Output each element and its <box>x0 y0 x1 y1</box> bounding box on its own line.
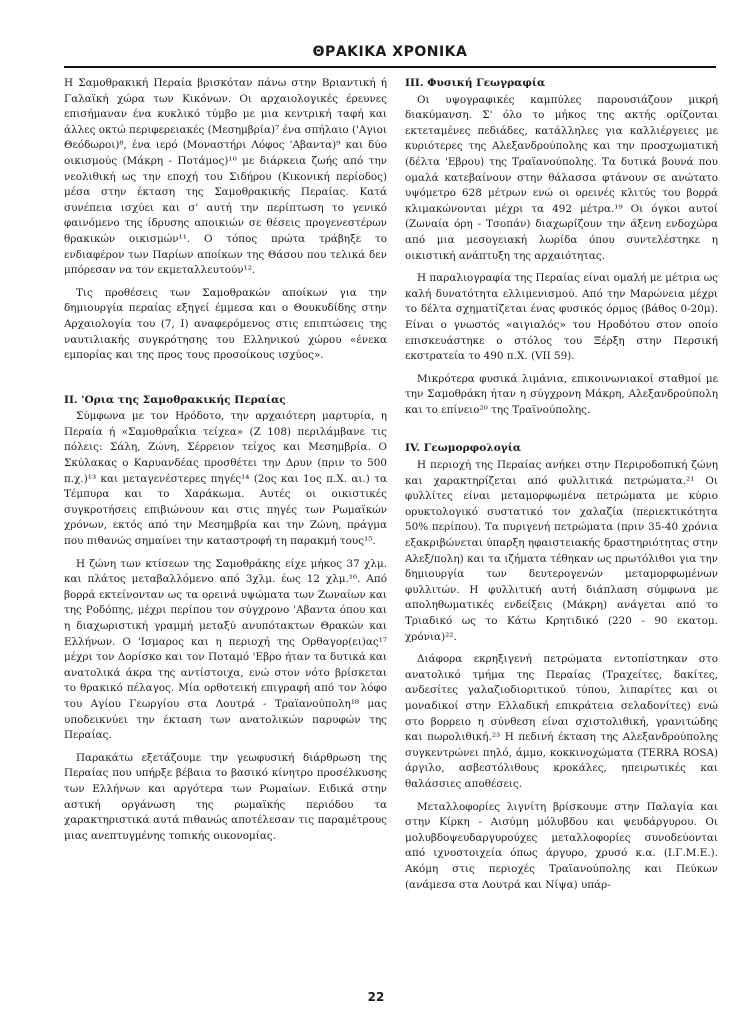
section-heading: IV. Γεωμορφολογία <box>405 442 522 455</box>
header-rule <box>64 66 716 68</box>
paragraph: Διάφορα εκρηξιγενή πετρώματα εντοπίστηκαν στο ανατολικό τμήμα της Περαίας (Τραχείτες, δακίτες, ανδεσίτες γαλαζιοδιοριτικού τύπου, λιπαρίτες και οι μοναδικοί στην Ελλαδική επικράτεια σελαδονίτες) ενώ στο βορρειο η σύνθεση είναι σχιστολιθική, γρανιτώδης και πωρολιθική.²³ Η πεδινή έκταση της Αλεξανδρούπολης συγκεντρώνει πηλό, άμμο, κοκκινοχώματα (TERRA ROSA) άργιλο, ασβεστόλιθους κροκάλες, ηπειρωτικές και θαλάσσιες αποθέσεις. <box>405 653 718 790</box>
paragraph: Μεταλλοφορίες λιγνίτη βρίσκουμε στην Παλαγία και στην Κίρκη - Αισύμη μόλυβδου και ψευδάργυρου. Οι μολυβδοψευδαργυρούχες μεταλλοφορίες συνοδεύονται από ιχνοστοιχεία όπως άργυρο, χρυσό κ.α. (Ι.Γ.Μ.Ε.). Ακόμη στις περιοχές Τραϊανούπολης και Πεύκων (ανάμεσα στα Λουτρά και Νίψα) υπάρ- <box>405 800 718 891</box>
page-number: 22 <box>367 990 385 1004</box>
paragraph: Μικρότερα φυσικά λιμάνια, επικοινωνιακοί σταθμοί με την Σαμοθράκη ήταν η σύγχρονη Μάκρη, Αλεξανδρούπολη και το επίνειο²⁰ της Τραϊνούπολης. <box>405 372 718 416</box>
paragraph: Η ζώνη των κτίσεων της Σαμοθράκης είχε μήκος 37 χλμ. και πλάτος μεταβαλλόμενο από 3χλμ. έως 12 χλμ.¹⁶. Από βορρά εκτείνονταν ως τα ορεινά υψώματα των Ζωναίων και της Ροδόπης, μέχρι περίπου τον σύγχρονο 'Αβαντα όπου και η διαχωριστική γραμμή μεταξύ ανυπότακτων Θρακών και Ελλήνων. Ο 'Ισμαρος και η περιοχή της Ορθαγορ(ει)ας¹⁷ μέχρι τον Δορίσκο και τον Ποταμό 'Εβρο ήταν τα δυτικά και ανατολικά άκρα της αντίστοιχα, ενώ στον νότο βρίσκεται το θρακικό πέλαγος. Μία ορθοτεική επιγραφή από τον λόφο του Αγίου Γεωργίου στα Λουτρά - Τραϊανούπολη¹⁸ μας υποδεικνύει την έκταση των ανατολικών παρυφών της Περαίας. <box>64 557 387 742</box>
right-column <box>405 76 718 900</box>
section-gap <box>64 371 387 393</box>
paragraph: Παρακάτω εξετάζουμε την γεωφυσική διάρθρωση της Περαίας που υπήρξε βέβαια το βασικό κίνητρο προσέλκυσης των Ελλήνων και αργότερα των Ρωμαίων. Ειδικά στην αστική οργάνωση της ρωμαϊκής περιόδου τα χαρακτηριστικά αυτά πιθανώς αποτέλεσαν τις παραμέτρους μιας ανεπτυγμένης τοπικής οικονομίας. <box>64 751 387 842</box>
section-heading: ΙΙ. 'Ορια της Σαμοθρακικής Περαίας <box>64 393 286 406</box>
section-gap <box>405 425 718 441</box>
paragraph: Η Σαμοθρακική Περαία βρισκόταν πάνω στην Βριαντική ή Γαλαϊκή χώρα των Κικόνων. Οι αρχαιολογικές έρευνες επισήμαναν ένα κυκλικό τύμβο με μια κεντρική ταφή και άλλες οκτώ περιφερειακές (Μεσημβρία)⁷ ένα σπήλαιο ('Αγιοι Θεόδωροι)⁸, ένα ιερό (Μοναστήρι Λόφος 'Αβαντα)⁹ και δύο οικισμούς (Μάκρη - Ποτάμος)¹⁰ με διάρκεια ζωής από την νεολιθική ως την εποχή του Σιδήρου (Κικονική περίοδος) μέσα στην έκταση της Σαμοθρακικής Περαίας. Κατά συνέπεια ισχύει και σ' αυτή την περίπτωση το γενικό φαινόμενο της ίδρυσης αποικιών σε θέσεις προγενεστέρων θρακικών οικισμών¹¹. Ο τόπος πρώτα τράβηξε το ενδιαφέρον των Παρίων αποίκων της Θάσου που τελικά δεν μπόρεσαν να τον εκμεταλλευτούν¹². <box>64 77 387 277</box>
paragraph: Τις προθέσεις των Σαμοθρακών αποίκων για την δημιουργία περαίας εξηγεί έμμεσα και ο Θουκυδίδης στην Αρχαιολογία του (7, Ι) αναφερόμενος στις επιπτώσεις της ναυτιλιακής συγκρότησης του Ελληνικού χώρου «ένεκα εμπορίας και της προς τους προσοίκους ισχύος». <box>64 286 387 362</box>
paragraph: Οι υψογραφικές καμπύλες παρουσιάζουν μικρή διακύμανση. Σ' όλο το μήκος της ακτής ορίζονται εκτεταμένες πεδιάδες, κατάλληλες για καλλιέργειες με κυριότερες της Αλεξανδρούπολης και την προσχωματική (δέλτα 'Εβρου) της Τραϊανούπολης. Τα δυτικά βουνά που ομαλά κατεβαίνουν στην θάλασσα φτάνουν σε ανώτατο υψόμετρο 628 μέτρων ενώ οι ορεινές κλιτύς του βορρά κλιμακώνονται μέχρι τα 492 μέτρα.¹⁹ Οι όγκοι αυτοί (Ζωναία όρη - Τσοπάν) διαχωρίζουν την άξενη ενδοχώρα από μια μεσογειακή λωρίδα όπου συντελέστηκε η οικιστική ανάπτυξη της αρχαιότητας. <box>405 93 718 262</box>
section-heading: ΙΙΙ. Φυσική Γεωγραφία <box>405 77 546 89</box>
paragraph: Η περιοχή της Περαίας ανήκει στην Περιροδοπική ζώνη και χαρακτηρίζεται από φυλλιτικά πετρώματα.²¹ Οι φυλλίτες είναι μεταμορφωμένα πετρώματα με κύριο ορυκτολογικό συστατικό τον χαλαζία (περιεκτικότητα 50% περίπου). Τα πυριγενή πετρώματα (πριν 35-40 χρόνια εξακριβώνεται ύπαρξη ηφαιστειακής δραστηριότητας στην Αλεξ/πολη) και τα ιζήματα τέθηκαν ως πρωτόλιθοι για την δημιουργία των δευτερογενών μεταμορφωμένων φυλλιτών. Η φυλλιτική αυτή διάπλαση σύμφωνα με αποληθωματικές ενδείξεις (Μάκρη) ανάγεται από το Τριαδικό ως το Κάτω Κρητιδικό (220 - 90 εκατομ. χρόνια)²². <box>405 459 718 643</box>
left-column <box>64 76 387 851</box>
paragraph: Σύμφωνα με τον Ηρόδοτο, την αρχαιότερη μαρτυρία, η Περαία ή «Σαμοθραΐκια τείχεα» (Ζ 108) περιλάμβανε τις πόλεις: Σάλη, Ζώνη, Σέρρειον τείχος και Μεσημβρία. Ο Σκύλακας ο Καρυανδέας προσθέτει την Δρυν (πριν το 500 π.χ.)¹³ και μεταγενέστερες πηγές¹⁴ (2ος και 1ος π.Χ. αι.) τα Τέμπυρα και το Χαράκωμα. Αυτές οι οικιστικές συγκροτήσεις επιβιώνουν και στις πηγές των Ρωμαϊκών χρόνων, εκτός από την Μεσημβρία και την Ζώνη, πράγμα που πιθανώς σημαίνει την καταστροφή τη παρακμή τους¹⁵. <box>64 410 387 548</box>
paragraph: Η παραλιογραφία της Περαίας είναι ομαλή με μέτρια ως καλή δυνατότητα ελλιμενισμού. Από την Μαρώνεια μέχρι το δέλτα σχηματίζεται ένας φυσικός όρμος (βάθος 0-20μ). Είναι ο γνωστός «αιγιαλός» του Ηροδότου στον οποίο επισκευάστηκε ο στόλος του Ξέρξη στην Περσική εκστρατεία το 490 π.Χ. (VII 59). <box>405 272 718 363</box>
running-header: ΘΡΑΚΙΚΑ ΧΡΟΝΙΚΑ <box>312 44 468 60</box>
